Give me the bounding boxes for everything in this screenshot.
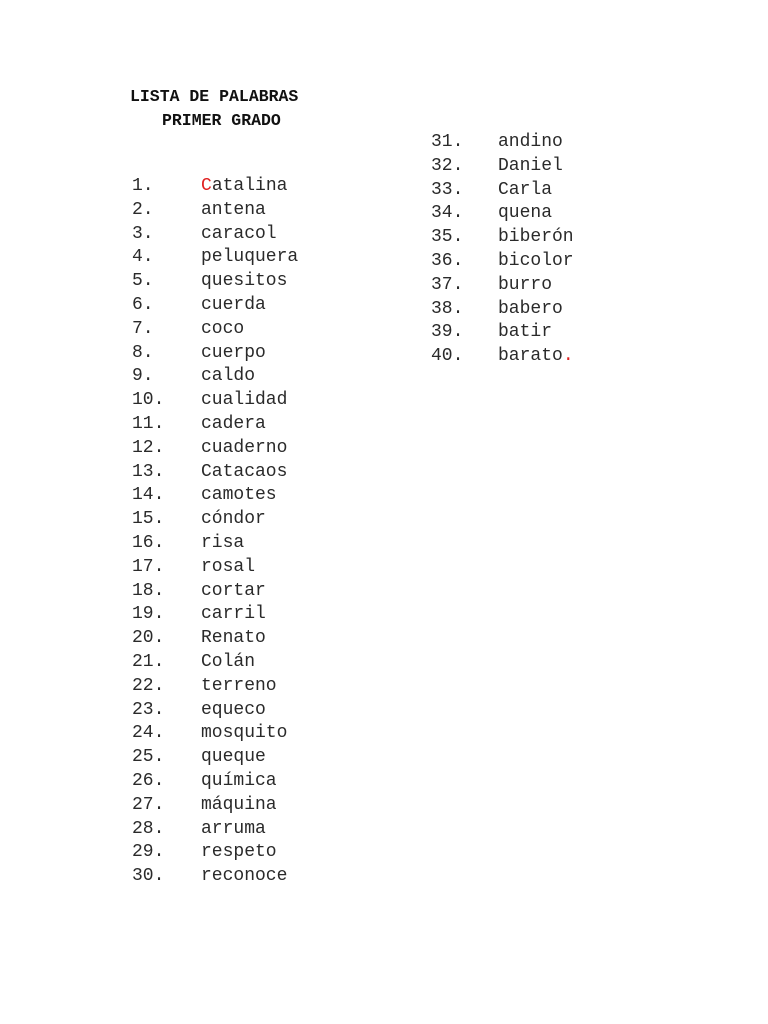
list-item [132, 675, 298, 699]
item-number: 15. [132, 509, 165, 530]
list-item [132, 770, 298, 794]
item-word: terreno [201, 675, 277, 696]
item-word: biberón [498, 227, 574, 248]
item-number: 17. [132, 556, 165, 577]
item-number: 19. [132, 604, 165, 625]
list-item [132, 199, 298, 223]
item-word: andino [498, 132, 563, 152]
list-item [132, 342, 298, 366]
item-number: 35. [431, 227, 464, 248]
item-number: 24. [132, 723, 165, 744]
item-word: bicolor [498, 250, 574, 271]
item-number: 38. [431, 298, 464, 319]
item-number: 30. [132, 866, 165, 887]
list-item [132, 318, 298, 342]
page-title: LISTA DE PALABRAS [130, 87, 299, 106]
item-word: barato [498, 346, 563, 367]
item-number: 6. [132, 294, 154, 315]
list-item [132, 699, 298, 723]
list-item [132, 794, 298, 818]
list-item [431, 131, 574, 155]
item-number: 25. [132, 747, 165, 768]
list-item [132, 223, 298, 247]
item-number: 10. [132, 390, 165, 411]
item-number: 16. [132, 532, 165, 553]
list-item [132, 722, 298, 746]
word-list-column-2 [431, 131, 574, 369]
list-item [431, 274, 574, 298]
list-item [132, 461, 298, 485]
item-word: rosal [201, 556, 256, 577]
list-item [132, 294, 298, 318]
item-word: caracol [201, 223, 277, 244]
item-word: camotes [201, 485, 277, 506]
item-number: 37. [431, 274, 464, 295]
item-word: burro [498, 274, 553, 295]
item-word: queque [201, 747, 266, 768]
list-item [132, 603, 298, 627]
item-number: 39. [431, 322, 464, 343]
list-item [132, 580, 298, 604]
item-number: 21. [132, 651, 165, 672]
item-word: química [201, 770, 277, 791]
item-word: Catacaos [201, 461, 288, 482]
item-number: 9. [132, 366, 154, 387]
item-number: 18. [132, 580, 165, 601]
item-word: arruma [201, 818, 266, 839]
item-word: carril [201, 604, 266, 625]
word-list-column-1 [132, 175, 298, 889]
list-item [431, 226, 574, 250]
list-item [132, 818, 298, 842]
item-number: 1. [132, 176, 154, 196]
item-number: 11. [132, 413, 165, 434]
item-word: peluquera [201, 247, 299, 268]
list-item [132, 484, 298, 508]
item-number: 32. [431, 155, 464, 176]
item-number: 8. [132, 342, 154, 363]
item-number: 20. [132, 628, 165, 649]
item-number: 3. [132, 223, 154, 244]
item-word: Renato [201, 628, 266, 649]
list-item [431, 321, 574, 345]
item-number: 5. [132, 271, 154, 292]
item-number: 13. [132, 461, 165, 482]
item-number: 4. [132, 247, 154, 268]
list-item [132, 532, 298, 556]
item-word: quena [498, 203, 553, 224]
list-item [132, 389, 298, 413]
list-item [132, 651, 298, 675]
item-word: reconoce [201, 866, 288, 887]
list-item [132, 841, 298, 865]
item-word: máquina [201, 794, 277, 815]
list-item [431, 155, 574, 179]
item-word: Catalina [201, 176, 288, 196]
list-item [132, 508, 298, 532]
item-number: 33. [431, 179, 464, 200]
item-word: babero [498, 298, 563, 319]
list-item [132, 556, 298, 580]
list-item [431, 250, 574, 274]
item-word: cualidad [201, 390, 288, 411]
item-number: 23. [132, 699, 165, 720]
item-number: 12. [132, 437, 165, 458]
item-trailing-punctuation: . [562, 346, 574, 367]
list-item [431, 202, 574, 226]
item-number: 31. [431, 132, 464, 152]
item-number: 40. [431, 346, 464, 367]
item-number: 27. [132, 794, 165, 815]
list-item [431, 179, 574, 203]
item-word: respeto [201, 842, 277, 863]
item-word: Carla [498, 179, 553, 200]
item-word: cuaderno [201, 437, 288, 458]
item-word: caldo [201, 366, 256, 387]
list-item [132, 246, 298, 270]
list-item [132, 175, 298, 199]
list-item [132, 270, 298, 294]
list-item [132, 437, 298, 461]
item-word: quesitos [201, 271, 288, 292]
item-word: cadera [201, 413, 266, 434]
list-item [431, 345, 574, 369]
item-number: 34. [431, 203, 464, 224]
list-item [132, 746, 298, 770]
item-number: 14. [132, 485, 165, 506]
item-word: Colán [201, 651, 256, 672]
item-word: equeco [201, 699, 266, 720]
item-number: 22. [132, 675, 165, 696]
item-word: mosquito [201, 723, 288, 744]
list-item [132, 365, 298, 389]
item-word: batir [498, 322, 553, 343]
item-number: 29. [132, 842, 165, 863]
item-number: 36. [431, 250, 464, 271]
item-word: antena [201, 199, 266, 220]
list-item [132, 627, 298, 651]
item-number: 26. [132, 770, 165, 791]
item-number: 28. [132, 818, 165, 839]
list-item [431, 298, 574, 322]
page-subtitle: PRIMER GRADO [162, 111, 281, 130]
item-number: 2. [132, 199, 154, 220]
list-item [132, 865, 298, 889]
item-number: 7. [132, 318, 154, 339]
list-item [132, 413, 298, 437]
item-word: cortar [201, 580, 266, 601]
item-word: cuerpo [201, 342, 266, 363]
item-word: coco [201, 318, 245, 339]
item-word: Daniel [498, 155, 563, 176]
item-word: risa [201, 532, 245, 553]
item-word: cuerda [201, 294, 266, 315]
item-word: cóndor [201, 509, 266, 530]
